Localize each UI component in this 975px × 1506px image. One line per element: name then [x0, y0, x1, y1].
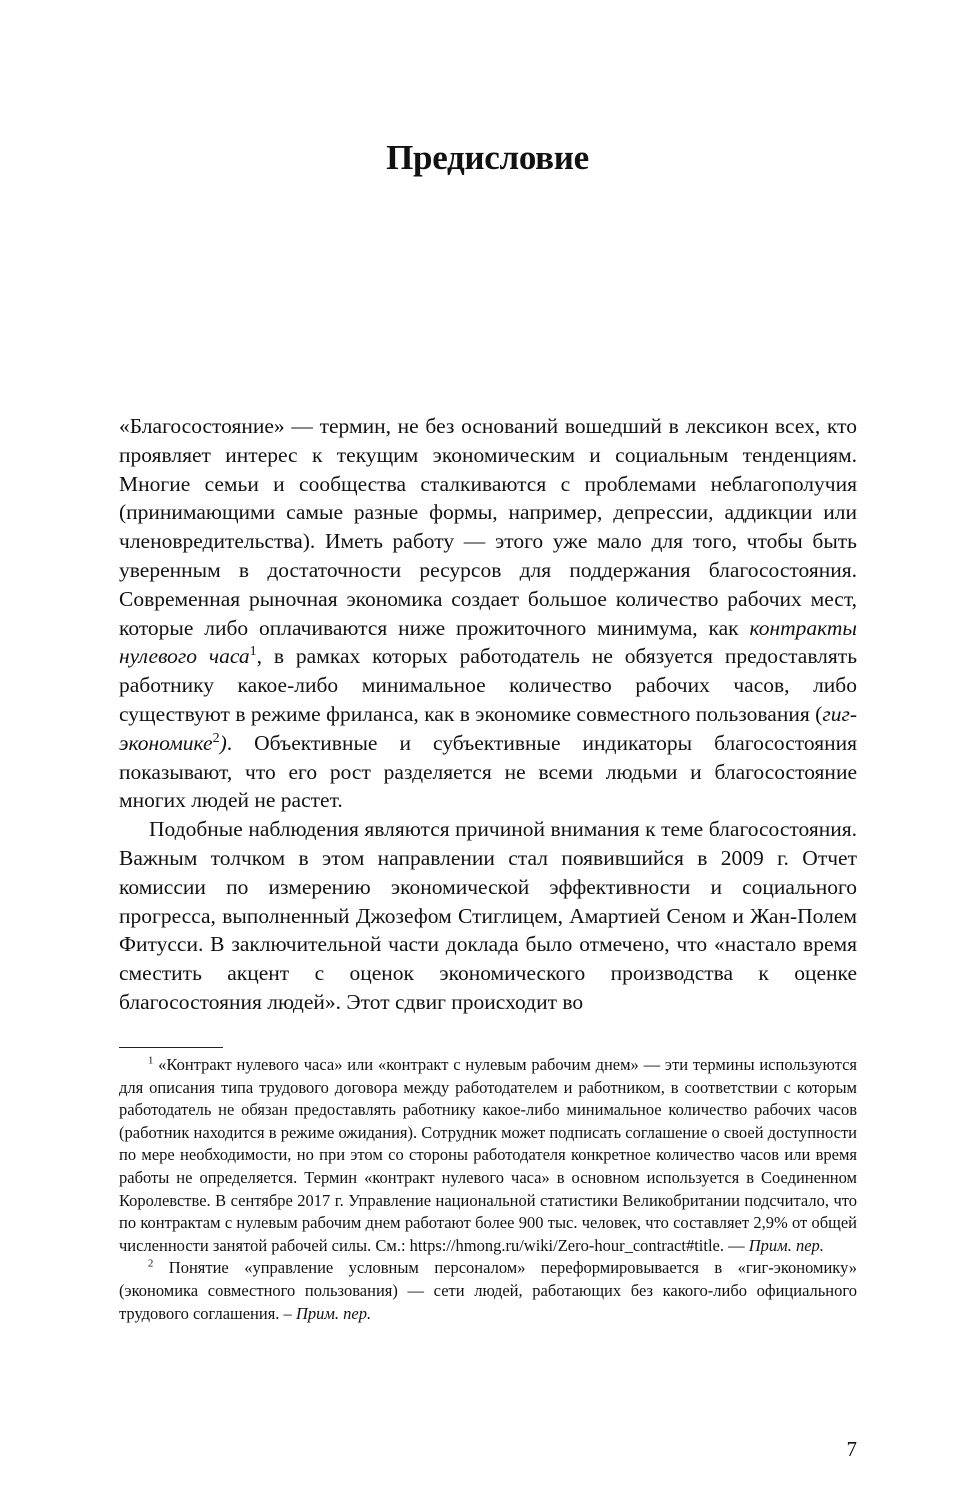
footnote-1-text: «Контракт нулевого часа» или «контракт с нулевым рабочим днем» — эти термины используются для описания типа трудового договора между работодателем и работником, в соответствии с которым работодатель не обязан предоставлять работнику какое-либо минимальное количество рабочих часов (работник находится в режиме ожидания). Сотрудник может подписать соглашение о своей доступности по мере необходимости, но при этом со стороны работодателя конкретное количество часов или время работы не определяется. Термин «контракт нулевого часа» в основном используется в Соединенном Королевстве. В сентябре 2017 г. Управление национальной статистики Великобритании подсчитало, что по контрактам с нулевым рабочим днем работают более 900 тыс. человек, что составляет 2,9% от общей численности занятой рабочей силы. См.: https://hmong.ru/wiki/Zero-hour_contract#title. — [119, 1055, 857, 1255]
footnote-2-text: Понятие «управление условным персоналом» переформировывается в «гиг-экономику» (экономика совместного пользования) — сети людей, работающих без какого-либо официального трудового соглашения. – [119, 1258, 857, 1323]
paragraph-1-part-b: , в рамках которых работодатель не обязуется предоставлять работнику какое-либо минимальное количество рабочих часов, либо существуют в режиме фриланса, как в экономике совместного пользования ( [119, 644, 858, 726]
chapter-title: Предисловие [386, 138, 589, 177]
page-number: 7 [846, 1437, 857, 1461]
footnote-ref-1: 1 [249, 644, 257, 660]
main-text [119, 412, 857, 1017]
footnote-2-mark: 2 [148, 1257, 154, 1270]
footnote-ref-2: 2 [212, 730, 220, 746]
term-gig-economy: гиг-экономике [119, 701, 857, 755]
closing-paren: ) [219, 730, 227, 755]
paragraph-1-part-c: . Объективные и субъективные индикаторы благосостояния показывают, что его рост разделяется не всеми людьми и благосостояние многих людей не растет. [119, 730, 857, 813]
paragraph-1-part-a: «Благосостояние» — термин, не без оснований вошедший в лексикон всех, кто проявляет интерес к текущим экономическим и социальным тенденциям. Многие семьи и сообщества сталкиваются с проблемами неблагополучия (принимающими самые разные формы, например, депрессии, аддикции или членовредительства). Иметь работу — этого уже мало для того, чтобы быть уверенным в достаточности ресурсов для поддержания благосостояния. Современная рыночная экономика создает большое количество рабочих мест, которые либо оплачиваются ниже прожиточного минимума, как [119, 414, 857, 640]
paragraph-2: Подобные наблюдения являются причиной внимания к теме благосостояния. Важным толчком в этом направлении стал появившийся в 2009 г. Отчет комиссии по измерению экономической эффективности и социального прогресса, выполненный Джозефом Стиглицем, Амартией Сеном и Жан-Полем Фитусси. В заключительной части доклада было отмечено, что «настало время сместить акцент с оценок экономического производства к оценке благосостояния людей». Этот сдвиг происходит во [119, 817, 857, 1014]
paragraph-1 [119, 412, 857, 815]
footnote-1 [119, 1054, 857, 1257]
footnotes [119, 1054, 857, 1325]
footnote-1-mark: 1 [148, 1054, 154, 1067]
footnote-separator [119, 1047, 223, 1048]
footnote-2 [119, 1257, 857, 1325]
footnote-2-translator-note: Прим. пер. [295, 1303, 372, 1323]
term-zero-hour-contracts: контракты нулевого часа [119, 615, 857, 669]
footnote-1-translator-note: Прим. пер. [748, 1235, 824, 1255]
